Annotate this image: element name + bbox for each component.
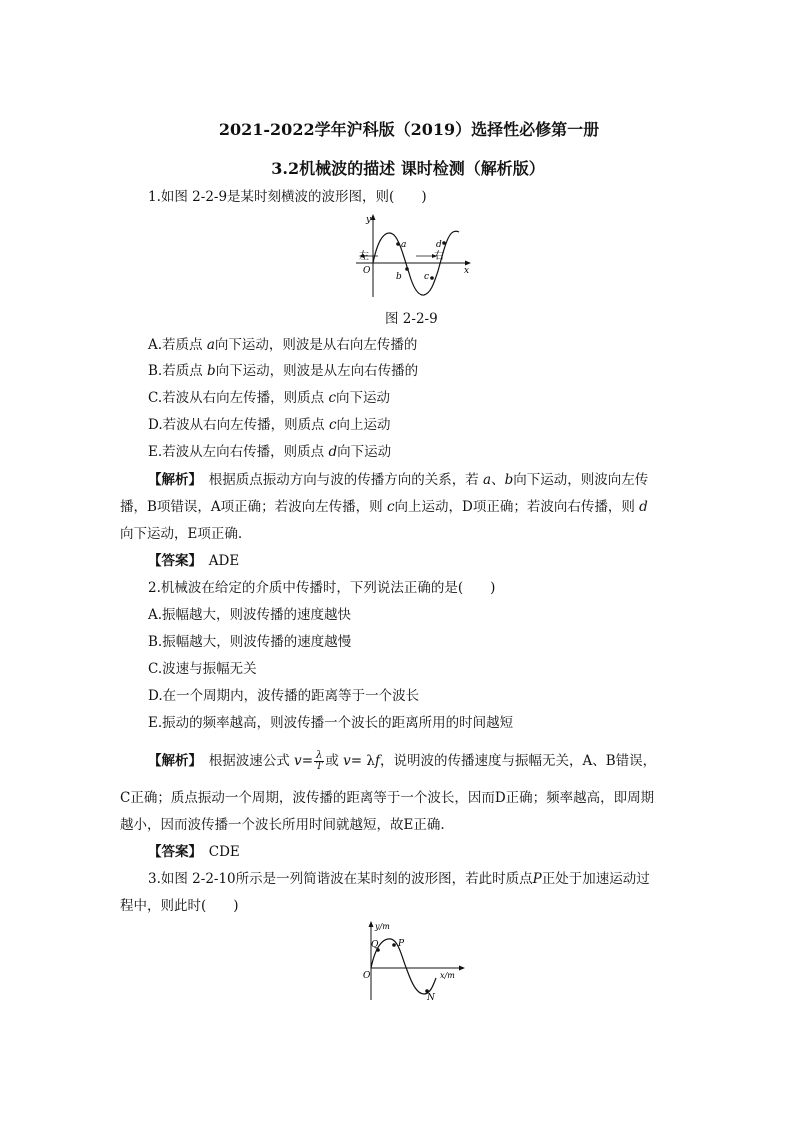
analysis-text: 播，B项错误，A项正确；若波向左传播，则 <box>120 499 387 515</box>
x-axis-label: x <box>464 266 470 276</box>
answer-tag: 【答案】 <box>148 553 196 569</box>
q1-answer <box>148 552 239 570</box>
q2-stem: 2.机械波在给定的介质中传播时，下列说法正确的是( ) <box>148 580 496 596</box>
q2-answer <box>148 843 240 861</box>
q2-analysis-line2: C正确；质点振动一个周期，波传播的距离等于一个波长，因而D正确；频率越高，即周期 <box>120 790 655 806</box>
option-text: E.若波从左向右传播，则质点 <box>148 444 329 460</box>
answer-value: ADE <box>208 553 240 569</box>
q1-option-e <box>148 443 391 461</box>
origin-label: O <box>363 971 371 981</box>
fraction-denominator: T <box>315 761 323 772</box>
q1-option-b <box>148 362 418 380</box>
q1-analysis-line2 <box>120 498 648 516</box>
right-label: 右 <box>434 251 444 262</box>
analysis-text: 向下运动，则波向左传 <box>513 472 649 488</box>
answer-value: CDE <box>208 844 240 860</box>
q2-option-e: E.振动的频率越高，则波传播一个波长的距离所用的时间越短 <box>148 715 514 731</box>
q1-analysis-line3: 向下运动，E项正确. <box>120 526 243 542</box>
option-var: c <box>328 417 337 433</box>
option-text: A.若质点 <box>148 337 207 353</box>
q3-stem-line1 <box>148 870 650 888</box>
q1-option-a <box>148 336 417 354</box>
option-text: 向下运动，则波是从左向右传播的 <box>215 363 419 379</box>
q3-wave-figure <box>354 920 466 1002</box>
option-var: a <box>206 337 215 353</box>
lambda-over-t-fraction <box>314 751 324 772</box>
option-text: B.若质点 <box>148 363 208 379</box>
fraction-numerator: λ <box>316 750 323 761</box>
origin-label: O <box>363 266 371 276</box>
analysis-text: = <box>301 753 313 769</box>
y-axis-label: y/m <box>375 922 390 931</box>
analysis-text: 、 <box>491 472 505 488</box>
left-label: 左 <box>359 251 369 262</box>
analysis-var: b <box>504 472 514 488</box>
stem-var: P <box>532 871 542 887</box>
document-subtitle: 3.2机械波的描述 课时检测（解析版） <box>271 159 545 178</box>
q2-option-d: D.在一个周期内，波传播的距离等于一个波长 <box>148 688 420 704</box>
analysis-text: = λ <box>350 753 375 769</box>
q3-stem-line2: 程中，则此时( ) <box>120 898 239 914</box>
q1-analysis-line1 <box>148 471 648 489</box>
analysis-text: 根据质点振动方向与波的传播方向的关系，若 <box>195 472 484 488</box>
point-d-label: d <box>436 240 442 250</box>
answer-tag: 【答案】 <box>148 844 196 860</box>
option-text: 向下运动 <box>336 390 390 406</box>
analysis-var: f <box>374 753 380 769</box>
point-p-label: P <box>398 939 405 949</box>
option-text: C.若波从右向左传播，则质点 <box>148 390 329 406</box>
analysis-var: a <box>483 472 492 488</box>
q1-stem: 1.如图 2-2-9是某时刻横波的波形图，则( ) <box>148 189 427 205</box>
point-b-label: b <box>396 272 402 282</box>
document-title: 2021-2022学年沪科版（2019）选择性必修第一册 <box>218 120 600 139</box>
q1-wave-figure <box>346 213 478 301</box>
option-text: 向上运动 <box>336 417 391 433</box>
stem-text: 3.如图 2-2-10所示是一列简谐波在某时刻的波形图，若此时质点 <box>148 871 533 887</box>
q2-option-b: B.振幅越大，则波传播的速度越慢 <box>148 634 352 650</box>
analysis-text: 或 <box>325 753 344 769</box>
q1-option-d <box>148 416 391 434</box>
q2-analysis-line3: 越小，因而波传播一个波长所用时间就越短，故E正确. <box>120 817 445 833</box>
analysis-tag: 【解析】 <box>148 472 196 488</box>
q2-option-c: C.波速与振幅无关 <box>148 661 257 677</box>
point-q-label: Q <box>371 940 379 950</box>
analysis-tag: 【解析】 <box>148 753 196 769</box>
option-var: d <box>328 444 338 460</box>
x-axis-label: x/m <box>440 971 455 980</box>
option-var: b <box>207 363 216 379</box>
analysis-var: v <box>294 753 302 769</box>
analysis-text: 向上运动，D项正确；若波向右传播，则 <box>394 499 640 515</box>
point-c-label: c <box>424 272 430 282</box>
q2-analysis-line1 <box>148 750 656 772</box>
stem-text: 正处于加速运动过 <box>541 871 650 887</box>
analysis-var: c <box>386 499 395 515</box>
analysis-var: d <box>639 499 648 515</box>
point-n-label: N <box>427 993 435 1002</box>
q1-figure-caption: 图 2-2-9 <box>385 311 438 327</box>
option-text: 向下运动 <box>337 444 392 460</box>
y-axis-label: y <box>366 215 372 225</box>
q1-option-c <box>148 389 390 407</box>
option-text: D.若波从右向左传播，则质点 <box>148 417 329 433</box>
point-a-label: a <box>401 240 407 250</box>
option-text: 向下运动，则波是从右向左传播的 <box>214 337 418 353</box>
analysis-var: v <box>343 753 351 769</box>
analysis-text: ，说明波的传播速度与振幅无关，A、B错误， <box>379 753 657 769</box>
option-var: c <box>328 390 336 406</box>
q2-option-a: A.振幅越大，则波传播的速度越快 <box>148 607 352 623</box>
analysis-text: 根据波速公式 <box>195 753 295 769</box>
